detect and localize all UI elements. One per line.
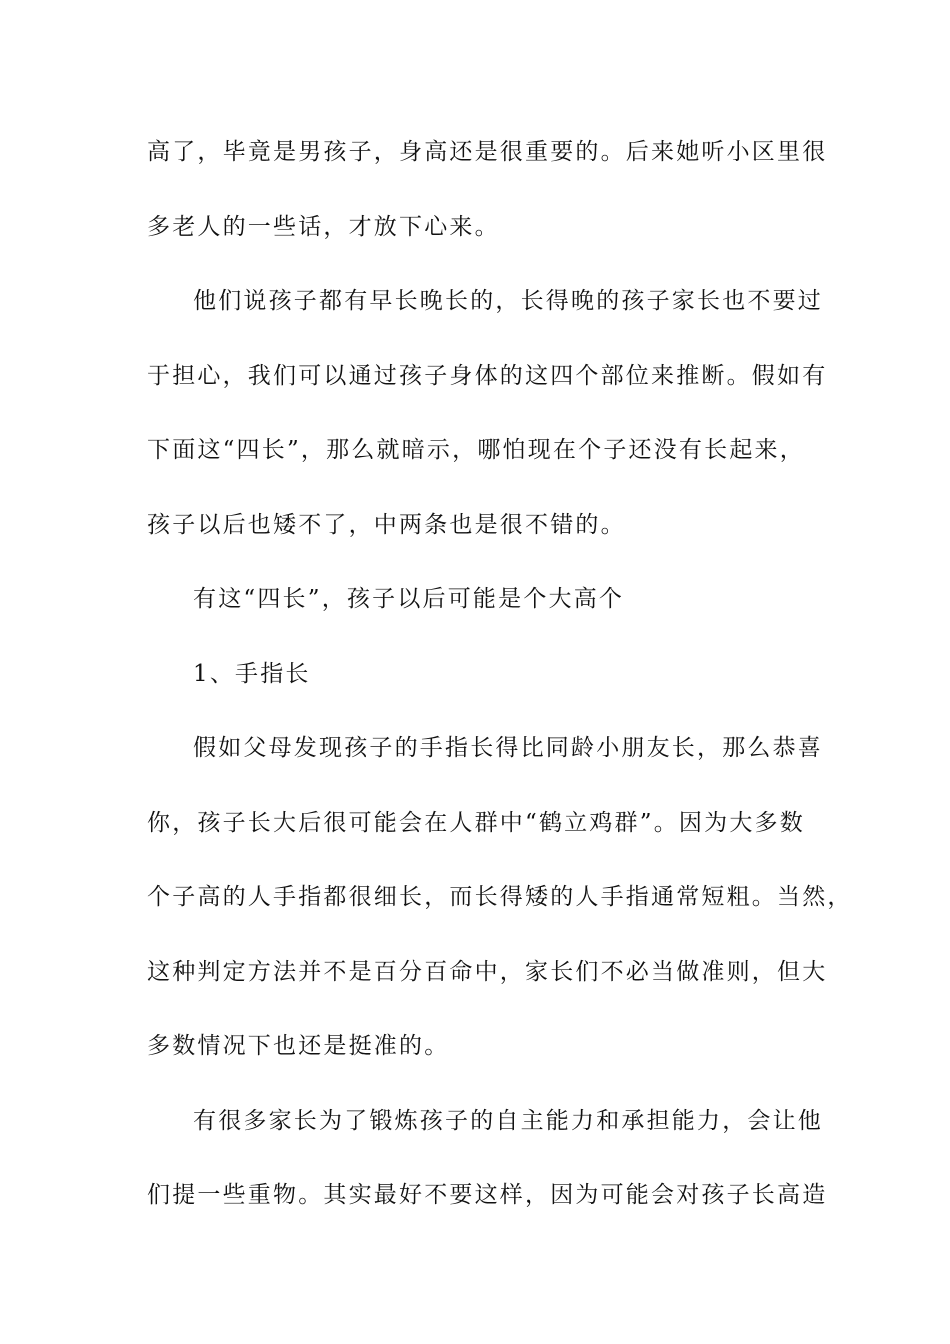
paragraph-line: 这种判定方法并不是百分百命中，家长们不必当做准则，但大: [147, 959, 828, 985]
paragraph-line: 们提一些重物。其实最好不要这样，因为可能会对孩子长高造: [147, 1182, 828, 1208]
paragraph-line: 多数情况下也还是挺准的。: [147, 1033, 450, 1059]
paragraph-line: 高了，毕竟是男孩子，身高还是很重要的。后来她听小区里很: [147, 139, 828, 165]
paragraph-line: 有很多家长为了锻炼孩子的自主能力和承担能力，会让他: [193, 1108, 823, 1134]
paragraph-line: 你，孩子长大后很可能会在人群中“鹤立鸡群”。因为大多数: [147, 810, 805, 836]
paragraph-line: 多老人的一些话，才放下心来。: [147, 214, 500, 240]
section-heading: 有这“四长”，孩子以后可能是个大高个: [193, 586, 625, 612]
paragraph-line: 于担心，我们可以通过孩子身体的这四个部位来推断。假如有: [147, 363, 828, 389]
paragraph-line: 他们说孩子都有早长晚长的，长得晚的孩子家长也不要过: [193, 288, 823, 314]
paragraph-line: 孩子以后也矮不了，中两条也是很不错的。: [147, 512, 626, 538]
subsection-heading: 1、手指长: [193, 661, 311, 687]
paragraph-line: 假如父母发现孩子的手指长得比同龄小朋友长，那么恭喜: [193, 735, 823, 761]
paragraph-line: 下面这“四长”，那么就暗示，哪怕现在个子还没有长起来，: [147, 437, 805, 463]
paragraph-line: 个子高的人手指都很细长，而长得矮的人手指通常短粗。当然，: [147, 884, 853, 910]
